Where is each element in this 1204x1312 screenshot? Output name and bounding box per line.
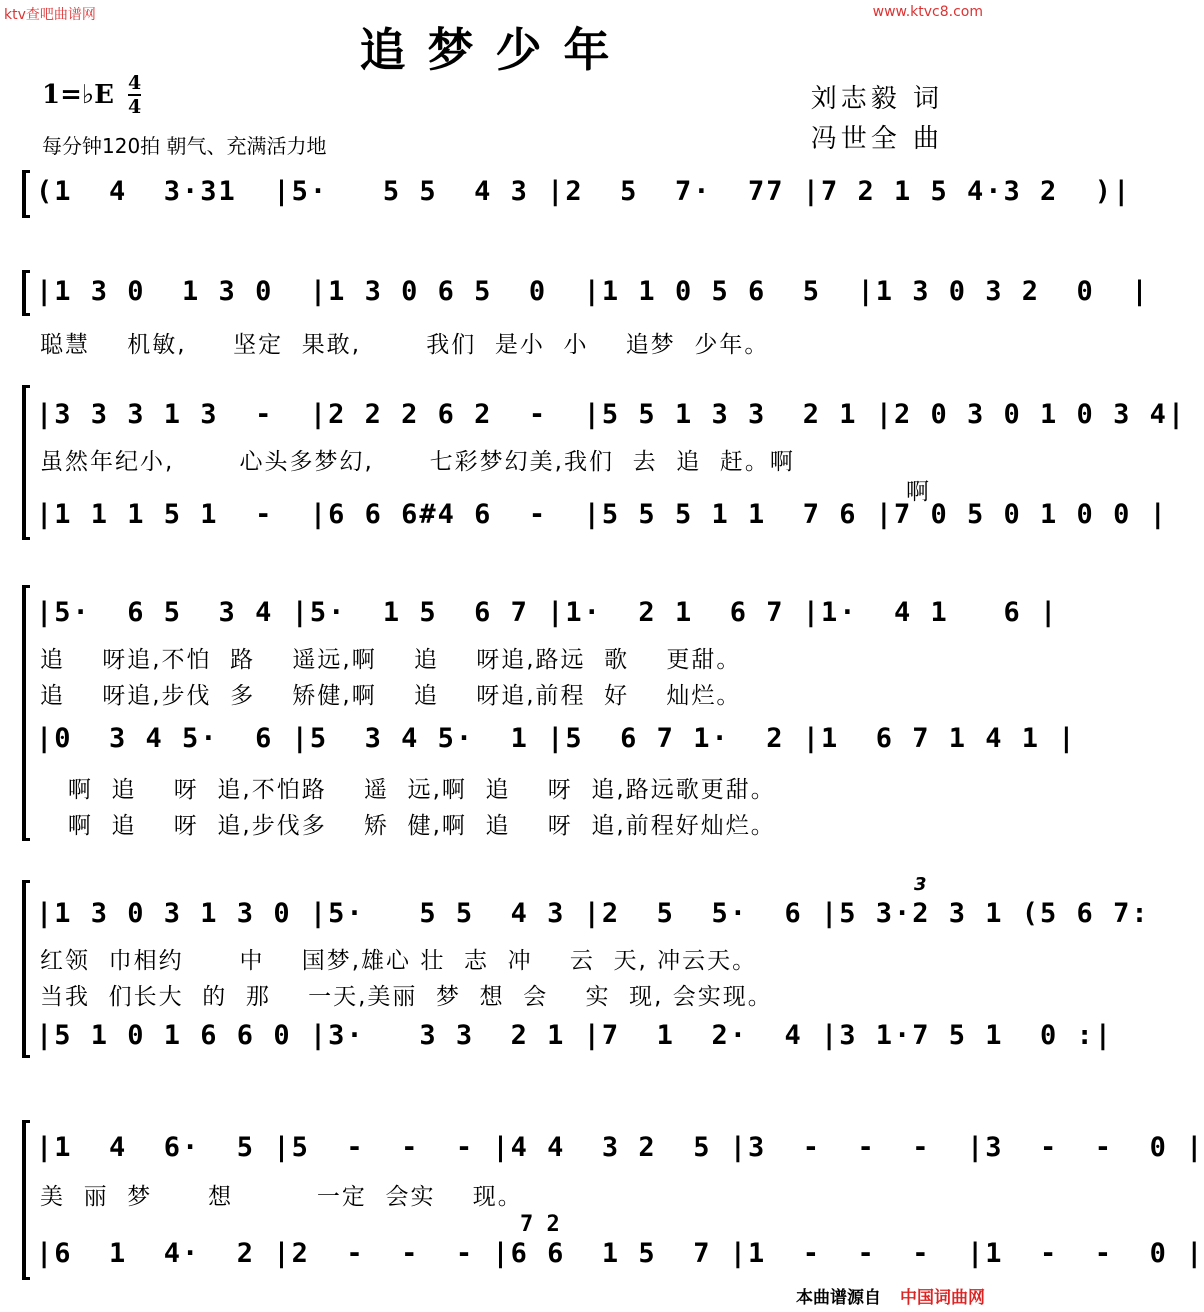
system-4: [22, 585, 1077, 841]
footer-site-link[interactable]: 中国词曲网: [900, 1288, 985, 1308]
lyric-line: 聪慧 机敏, 坚定 果敢, 我们 是小 小 追梦 少年。: [40, 332, 770, 358]
system-5: [22, 874, 1150, 1058]
time-signature: [128, 72, 141, 118]
song-title: 追梦少年: [359, 23, 632, 77]
notes-upper-voice: |5· 6 5 3 4 |5· 1 5 6 7 |1· 2 1 6 7 |1· 4 1 6 |: [36, 597, 1059, 628]
notes-intro: (1 4 3·31 |5· 5 5 4 3 |2 5 7· 77 |7 2 1 5 4·3 2 )|: [36, 176, 1132, 207]
meter-top: 4: [128, 72, 142, 94]
lyric-line: 美 丽 梦 想 一定 会实 现。: [40, 1184, 523, 1210]
melody-line-top: [36, 393, 1187, 439]
lyric-verse-2: 当我 们长大 的 那 一天,美丽 梦 想 会 实 现, 会实现。: [40, 984, 773, 1010]
system-bracket: [22, 270, 30, 316]
triplet-mark: 3: [914, 874, 927, 895]
notes-upper-voice: |1 3 0 3 1 3 0 |5· 5 5 4 3 |2 5 5· 6 |5 3·2 3 1 (5 6 7:: [36, 898, 1150, 929]
melody-line: [36, 270, 1150, 316]
tempo-marking: 每分钟120拍 朝气、充满活力地: [42, 134, 327, 158]
notes-upper-voice: |1 4 6· 5 |5 - - - |4 4 3 2 5 |3 - - - |3 - - 0 |: [36, 1132, 1204, 1163]
system-bracket: [22, 385, 30, 540]
notes-lower-voice: |1 1 1 5 1 - |6 6 6#4 6 - |5 5 5 1 1 7 6 |7 0 5 0 1 0 0 |: [36, 499, 1168, 530]
watermark-left: ktv查吧曲谱网: [4, 7, 96, 23]
composer-credit: 冯世全 曲: [810, 124, 943, 154]
lyric-lower-verse-2: 啊 追 呀 追,步伐多 矫 健,啊 追 呀 追,前程好灿烂。: [40, 813, 776, 839]
system-2: [22, 270, 1150, 360]
watermark-right: www.ktvc8.com: [872, 4, 983, 20]
melody-line-top: [36, 591, 1059, 637]
lyric-verse-1: 追 呀追,不怕 路 遥远,啊 追 呀追,路远 歌 更甜。: [40, 647, 742, 673]
lyric-verse-2: 追 呀追,步伐 多 矫健,啊 追 呀追,前程 好 灿烂。: [40, 683, 742, 709]
notes-upper-voice: |3 3 3 1 3 - |2 2 2 6 2 - |5 5 1 3 3 2 1 |2 0 3 0 1 0 3 4|: [36, 399, 1187, 430]
lyricist-credit: 刘志毅 词: [810, 84, 943, 114]
melody-line-top: [36, 1126, 1204, 1172]
lyric-line: 虽然年纪小, 心头多梦幻, 七彩梦幻美,我们 去 追 赶。啊: [40, 449, 795, 475]
melody-line-top: [36, 892, 1150, 938]
key-signature: 1=♭E: [42, 80, 114, 110]
lyric-verse-1: 红领 巾相约 中 国梦,雄心 壮 志 冲 云 天, 冲云天。: [40, 948, 758, 974]
melody-line-bottom: [36, 717, 1077, 763]
notes-melody: |1 3 0 1 3 0 |1 3 0 6 5 0 |1 1 0 5 6 5 |1 3 0 3 2 0 |: [36, 276, 1150, 307]
system-3: [22, 385, 1187, 540]
system-6: [22, 1120, 1204, 1280]
lyric-extra: 啊: [906, 479, 931, 505]
melody-line-bottom: [36, 1232, 1204, 1278]
notes-lower-voice: |5 1 0 1 6 6 0 |3· 3 3 2 1 |7 1 2· 4 |3 1·7 5 1 0 :|: [36, 1020, 1114, 1051]
system-intro: [22, 170, 1132, 218]
chord-upper-notes: 7 2: [520, 1212, 560, 1237]
notes-lower-voice: |6 1 4· 2 |2 - - - |6 6 1 5 7 |1 - - - |1 - - 0 |: [36, 1238, 1204, 1269]
system-bracket: [22, 1120, 30, 1280]
system-bracket: [22, 170, 30, 218]
melody-line: [36, 170, 1132, 216]
system-bracket: [22, 880, 30, 1058]
melody-line-bottom: [36, 493, 1168, 539]
lyric-lower-verse-1: 啊 追 呀 追,不怕路 遥 远,啊 追 呀 追,路远歌更甜。: [40, 777, 776, 803]
meter-bottom: 4: [128, 96, 142, 118]
footer-source-label: 本曲谱源自: [796, 1288, 881, 1308]
system-bracket: [22, 585, 30, 841]
melody-line-bottom: [36, 1014, 1114, 1060]
notes-lower-voice: |0 3 4 5· 6 |5 3 4 5· 1 |5 6 7 1· 2 |1 6 7 1 4 1 |: [36, 723, 1077, 754]
